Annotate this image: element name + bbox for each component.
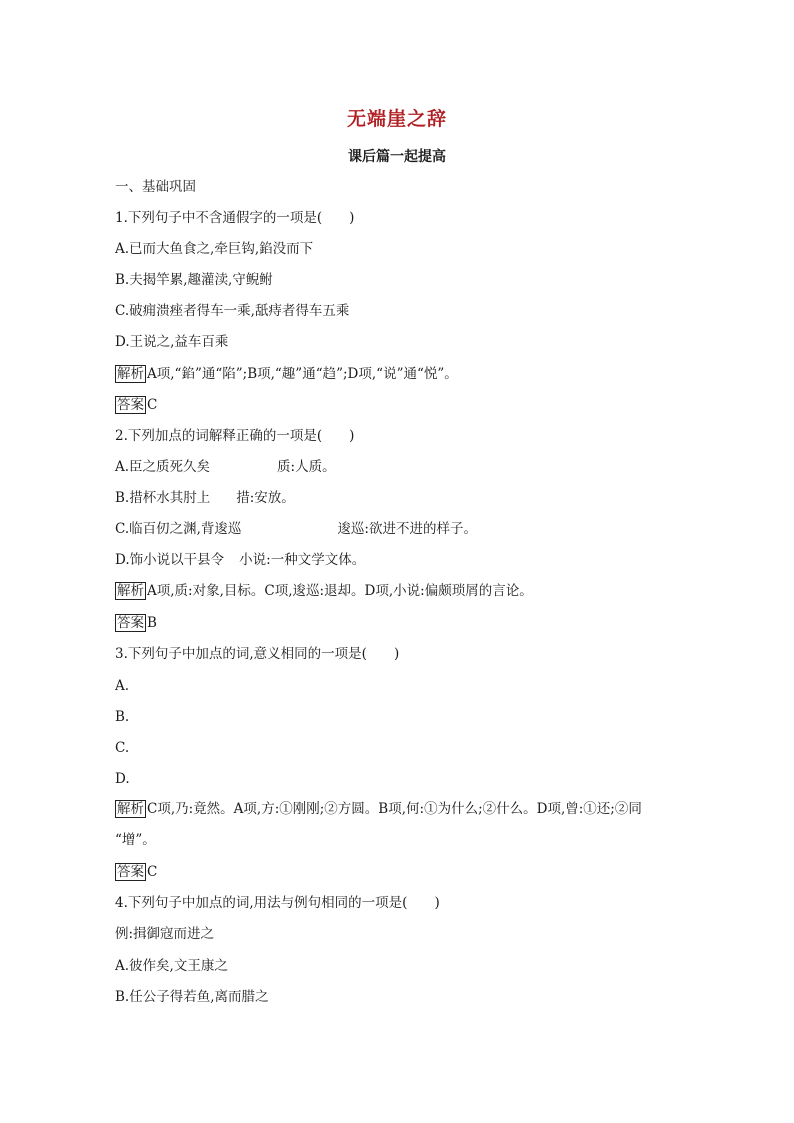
answer-tag: 答案 <box>117 615 144 631</box>
q2-option-c-explanation: 逡巡:欲进不进的样子。 <box>337 521 477 537</box>
q3-analysis-text: C项,乃:竟然。A项,方:①刚刚;②方圆。B项,何:①为什么;②什么。D项,曾:①还;②同 <box>147 801 642 817</box>
q4-option-b: B.任公子得若鱼,离而腊之 <box>115 989 269 1005</box>
page-subtitle: 课后篇一起提高 <box>348 149 446 165</box>
q3-option-d: D. <box>115 771 130 787</box>
q1-answer-text: C <box>147 397 158 413</box>
q2-option-b-text: B.措杯水其肘上 <box>115 490 211 506</box>
q1-option-b: B.夫揭竿累,趣灌渎,守鲵鲋 <box>115 272 273 288</box>
q2-option-c-text: C.临百仞之渊,背逡巡 <box>115 521 242 537</box>
q2-stem: 2.下列加点的词解释正确的一项是( ) <box>115 428 355 444</box>
q1-analysis <box>115 365 458 383</box>
page-title: 无端崖之辞 <box>346 108 447 130</box>
q2-answer-text: B <box>147 615 157 631</box>
q2-option-c <box>115 520 477 538</box>
answer-tag: 答案 <box>117 864 144 880</box>
q1-stem: 1.下列句子中不含通假字的一项是( ) <box>115 210 355 226</box>
q3-analysis <box>115 800 642 818</box>
q2-answer <box>115 614 157 632</box>
q2-option-d <box>115 551 365 569</box>
q2-option-a <box>115 458 336 476</box>
q3-answer <box>115 863 157 881</box>
q3-option-a: A. <box>115 678 130 694</box>
q3-option-b: B. <box>115 709 130 725</box>
q2-analysis <box>115 582 533 600</box>
q1-option-a: A.已而大鱼食之,牵巨钩,錎没而下 <box>115 241 314 257</box>
q3-answer-text: C <box>147 864 158 880</box>
q3-option-c: C. <box>115 740 130 756</box>
q3-analysis-continued: “增”。 <box>115 832 156 848</box>
q4-example: 例:揖御寇而进之 <box>115 926 215 942</box>
answer-tag: 答案 <box>117 397 144 413</box>
analysis-tag: 解析 <box>117 801 144 817</box>
q3-stem: 3.下列句子中加点的词,意义相同的一项是( ) <box>115 646 400 662</box>
q1-analysis-text: A项,“錎”通“陷”;B项,“趣”通“趋”;D项,“说”通“悦”。 <box>147 366 458 382</box>
q2-option-d-text: D.饰小说以干县令 <box>115 552 225 568</box>
q2-analysis-text: A项,质:对象,目标。C项,逡巡:退却。D项,小说:偏颇琐屑的言论。 <box>147 583 533 599</box>
q1-option-d: D.王说之,益车百乘 <box>115 334 229 350</box>
q2-option-b-explanation: 措:安放。 <box>236 490 295 506</box>
q4-option-a: A.彼作矣,文王康之 <box>115 958 228 974</box>
q4-stem: 4.下列句子中加点的词,用法与例句相同的一项是( ) <box>115 895 440 911</box>
q2-option-a-text: A.臣之质死久矣 <box>115 459 211 475</box>
analysis-tag: 解析 <box>117 366 144 382</box>
q2-option-d-explanation: 小说:一种文学文体。 <box>239 552 366 568</box>
q2-option-a-explanation: 质:人质。 <box>277 459 336 475</box>
q2-option-b <box>115 489 295 507</box>
analysis-tag: 解析 <box>117 583 144 599</box>
q1-option-c: C.破痈溃痤者得车一乘,舐痔者得车五乘 <box>115 303 350 319</box>
q1-answer <box>115 396 157 414</box>
section-heading: 一、基础巩固 <box>115 179 196 195</box>
